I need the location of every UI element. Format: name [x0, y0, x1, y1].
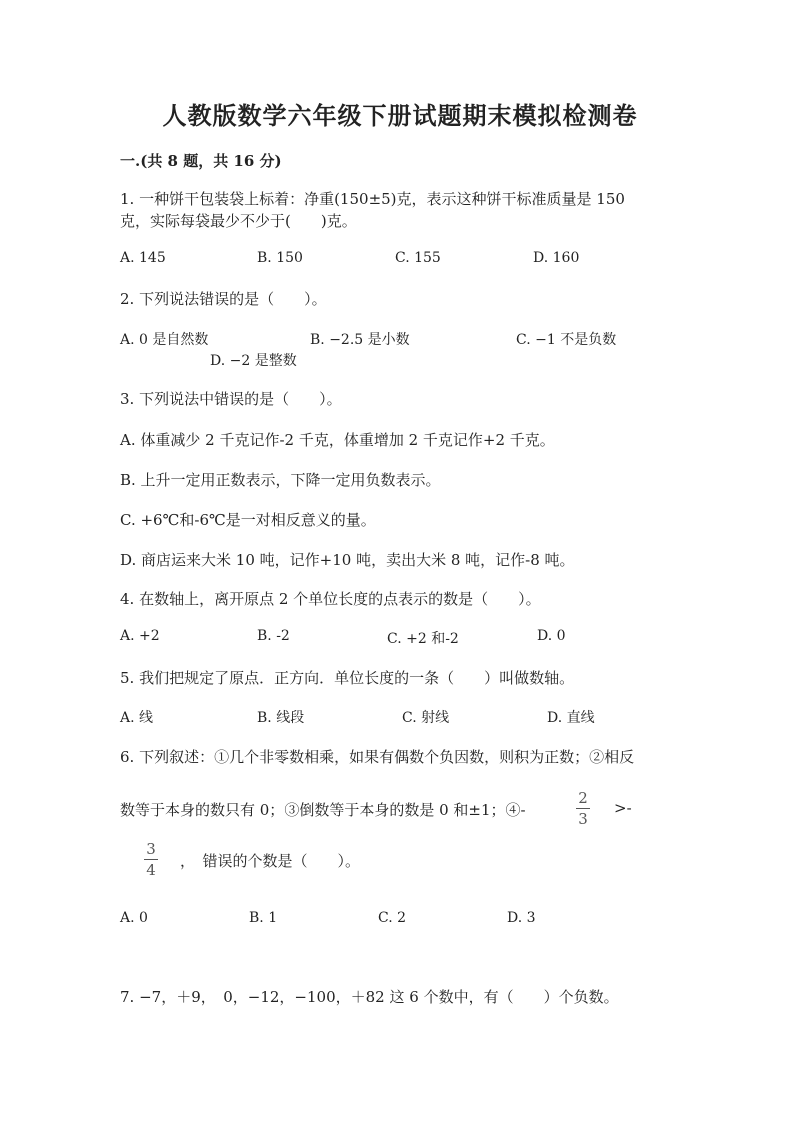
- question-7-stem: 7. −7，＋9， 0，−12，−100，＋82 这 6 个数中，有（ ）个负数。: [120, 988, 619, 1006]
- question-6-option-c: C. 2: [378, 910, 407, 926]
- question-1-line-2: 克，实际每袋最少不少于( )克。: [120, 212, 357, 230]
- question-3-option-d: D. 商店运来大米 10 吨，记作+10 吨，卖出大米 8 吨，记作-8 吨。: [120, 551, 575, 569]
- question-5-option-b: B. 线段: [257, 710, 305, 726]
- fraction-two-thirds: [576, 789, 590, 828]
- fraction-denominator: 4: [146, 861, 156, 879]
- question-3-option-b: B. 上升一定用正数表示，下降一定用负数表示。: [120, 471, 441, 489]
- question-5-stem: 5. 我们把规定了原点．正方向．单位长度的一条（ ）叫做数轴。: [120, 669, 575, 687]
- fraction-bar: [144, 859, 158, 860]
- question-4-option-c: C. +2 和-2: [387, 631, 459, 647]
- fraction-numerator: 2: [578, 789, 588, 807]
- section-heading: 一.(共 8 题，共 16 分): [120, 152, 282, 170]
- question-4-stem: 4. 在数轴上，离开原点 2 个单位长度的点表示的数是（ ）。: [120, 590, 541, 608]
- question-2-option-b: B. −2.5 是小数: [310, 332, 410, 348]
- question-4-option-d: D. 0: [537, 628, 566, 644]
- question-5-option-c: C. 射线: [402, 710, 450, 726]
- fraction-three-quarters: [144, 840, 158, 879]
- question-6-option-d: D. 3: [507, 910, 536, 926]
- question-5-option-d: D. 直线: [547, 710, 595, 726]
- question-4-option-b: B. -2: [257, 628, 290, 644]
- question-6-option-a: A. 0: [120, 910, 148, 926]
- fraction-denominator: 3: [578, 810, 588, 828]
- question-3-stem: 3. 下列说法中错误的是（ ）。: [120, 390, 342, 408]
- question-3-option-a: A. 体重减少 2 千克记作-2 千克，体重增加 2 千克记作+2 千克。: [120, 431, 555, 449]
- question-6-line-2: 数等于本身的数只有 0；③倒数等于本身的数是 0 和±1；④-: [120, 801, 526, 819]
- question-1-option-a: A. 145: [120, 250, 166, 266]
- question-1-option-d: D. 160: [533, 250, 580, 266]
- fraction-bar: [576, 808, 590, 809]
- question-3-option-c: C. +6℃和-6℃是一对相反意义的量。: [120, 511, 376, 529]
- question-1-option-b: B. 150: [257, 250, 303, 266]
- question-2-option-c: C. −1 不是负数: [516, 332, 617, 348]
- question-1-option-c: C. 155: [395, 250, 441, 266]
- question-2-option-d: D. −2 是整数: [210, 353, 297, 369]
- greater-than-sign: >-: [614, 799, 632, 817]
- question-6-line-3: ， 错误的个数是（ ）。: [180, 852, 361, 870]
- question-6-option-b: B. 1: [249, 910, 278, 926]
- question-4-option-a: A. +2: [120, 628, 160, 644]
- question-1-line-1: 1. 一种饼干包装袋上标着：净重(150±5)克，表示这种饼干标准质量是 150: [120, 190, 625, 208]
- question-6-line-1: 6. 下列叙述：①几个非零数相乘，如果有偶数个负因数，则积为正数；②相反: [120, 748, 635, 766]
- question-2-stem: 2. 下列说法错误的是（ ）。: [120, 290, 327, 308]
- fraction-numerator: 3: [146, 840, 156, 858]
- question-5-option-a: A. 线: [120, 710, 154, 726]
- page-title: 人教版数学六年级下册试题期末模拟检测卷: [162, 101, 638, 130]
- question-2-option-a: A. 0 是自然数: [120, 332, 209, 348]
